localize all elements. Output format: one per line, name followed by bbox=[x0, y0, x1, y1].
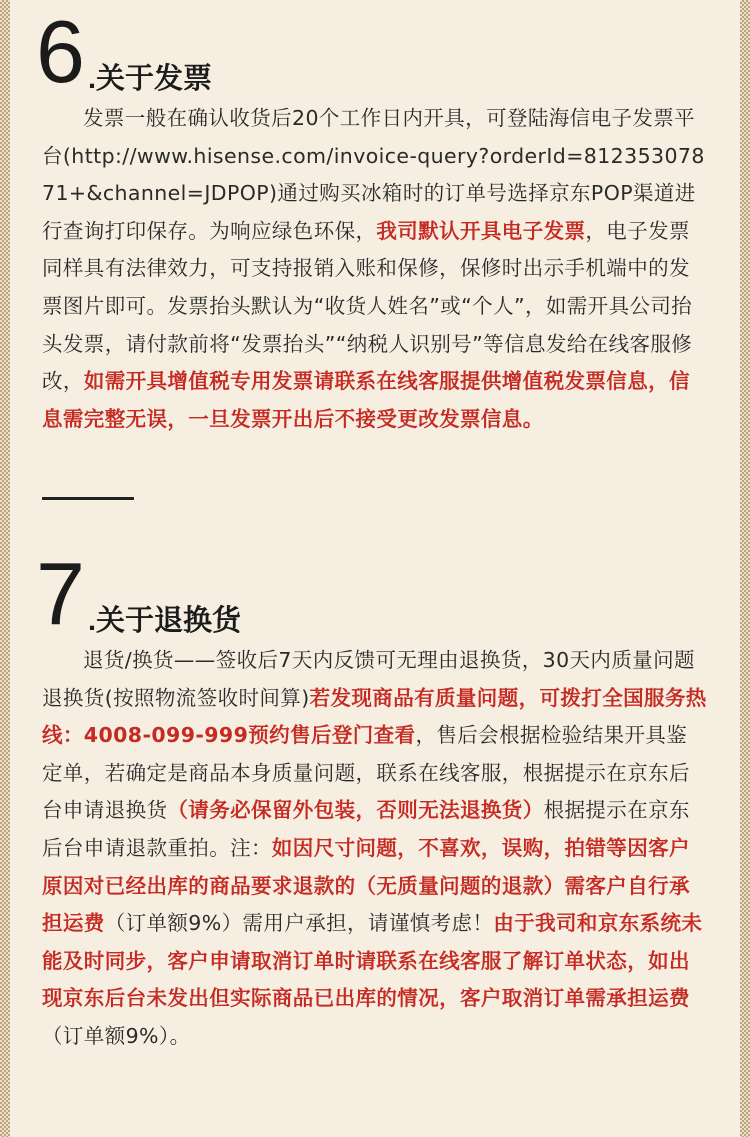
section-title: .关于发票 bbox=[88, 63, 213, 95]
highlight-text: 若发现商品有质量问题，可拨打全国服务热线：4008-099-999预约售后登门查看 bbox=[42, 685, 707, 748]
highlight-text: 由于我司和京东系统未能及时同步，客户申请取消订单时请联系在线客服了解订单状态，如出现京东后台未发出但实际商品已出库的情况，客户取消订单需承担运费 bbox=[42, 911, 703, 1011]
section-heading bbox=[36, 2, 708, 101]
text-segment: ，电子发票同样具有法律效力，可支持报销入账和保修，保修时出示手机端中的发票图片即可。发票抬头默认为“收货人姓名”或“个人”，如需开具公司抬头发票，请付款前将“发票抬头”“纳税人识别号”等信息发给在线客服修改， bbox=[42, 218, 693, 394]
section-returns bbox=[36, 544, 708, 1056]
highlight-text: 如因尺寸问题，不喜欢，误购，拍错等因客户原因对已经出库的商品要求退款的（无质量问题的退款）需客户自行承担运费 bbox=[42, 835, 690, 936]
section-body bbox=[42, 642, 708, 1056]
section-number: 6 bbox=[36, 2, 83, 101]
text-segment: 根据提示在京东后台申请退款重拍。注： bbox=[42, 798, 690, 860]
text-segment: 退货/换货——签收后7天内反馈可无理由退换货，30天内质量问题退换货(按照物流签收时间算) bbox=[42, 648, 695, 710]
section-heading bbox=[36, 544, 708, 643]
highlight-text: 如需开具增值税专用发票请联系在线客服提供增值税发票信息，信息需完整无误，一旦发票开出后不接受更改发票信息。 bbox=[42, 369, 690, 431]
text-segment: （订单额9%）。 bbox=[42, 1023, 191, 1048]
highlight-text: （请务必保留外包装，否则无法退换货） bbox=[167, 798, 544, 823]
text-segment: 发票一般在确认收货后20个工作日内开具，可登陆海信电子发票平台(http://www.hisense.com/invoice-query?orderId=81235307871+&channel=JDPOP)通过购买冰箱时的订单号选择京东POP渠道进行查询打印保存。为响应绿色环保， bbox=[42, 106, 705, 243]
text-segment: （订单额9%）需用户承担，请谨慎考虑！ bbox=[104, 911, 494, 936]
left-border-pattern bbox=[0, 0, 10, 1137]
text-segment: ，售后会根据检验结果开具鉴定单，若确定是商品本身质量问题，联系在线客服，根据提示在京东后台申请退换货 bbox=[42, 723, 690, 823]
section-invoice bbox=[36, 2, 708, 438]
section-number: 7 bbox=[36, 544, 83, 643]
section-body bbox=[42, 100, 708, 438]
highlight-text: 我司默认开具电子发票 bbox=[376, 218, 586, 243]
section-divider bbox=[42, 497, 134, 500]
right-border-pattern bbox=[740, 0, 750, 1137]
section-title: .关于退换货 bbox=[88, 605, 242, 637]
